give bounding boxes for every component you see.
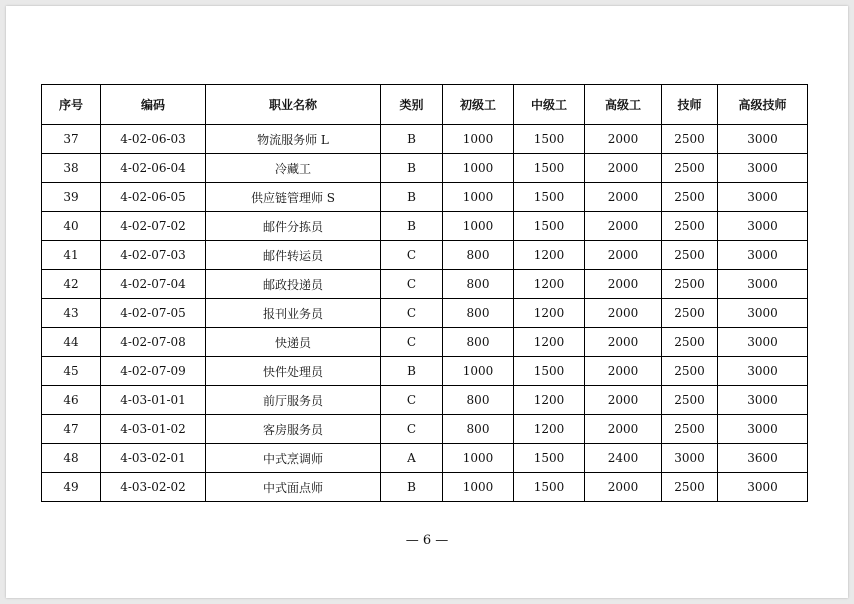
table-cell: B <box>381 473 443 502</box>
table-cell: C <box>381 386 443 415</box>
table-cell: C <box>381 270 443 299</box>
table-cell: 2500 <box>662 183 718 212</box>
table-cell: 邮件分拣员 <box>206 212 381 241</box>
table-cell: 1500 <box>514 183 585 212</box>
table-cell: 49 <box>42 473 101 502</box>
column-header: 编码 <box>101 85 206 125</box>
table-cell: 中式面点师 <box>206 473 381 502</box>
table-cell: C <box>381 299 443 328</box>
table-cell: 3000 <box>718 183 808 212</box>
table-cell: 1000 <box>443 357 514 386</box>
table-body <box>42 125 808 502</box>
table-cell: 2500 <box>662 415 718 444</box>
table-cell: 48 <box>42 444 101 473</box>
table-cell: 1200 <box>514 386 585 415</box>
table-cell: 2500 <box>662 270 718 299</box>
table-cell: B <box>381 357 443 386</box>
table-cell: 3600 <box>718 444 808 473</box>
table-cell: 1500 <box>514 212 585 241</box>
table-cell: 3000 <box>718 154 808 183</box>
table-cell: 2000 <box>585 241 662 270</box>
table-cell: 1000 <box>443 183 514 212</box>
table-cell: 800 <box>443 241 514 270</box>
table-cell: C <box>381 415 443 444</box>
table-cell: 1500 <box>514 125 585 154</box>
table-cell: 4-02-07-04 <box>101 270 206 299</box>
table-cell: 4-03-01-02 <box>101 415 206 444</box>
table-cell: 1200 <box>514 270 585 299</box>
table-cell: 2000 <box>585 212 662 241</box>
table-cell: 客房服务员 <box>206 415 381 444</box>
table-cell: 2500 <box>662 125 718 154</box>
table-cell: 40 <box>42 212 101 241</box>
table-row <box>42 270 808 299</box>
table-cell: 41 <box>42 241 101 270</box>
table-cell: 2000 <box>585 473 662 502</box>
table-cell: 45 <box>42 357 101 386</box>
table-header-row <box>42 85 808 125</box>
table-row <box>42 154 808 183</box>
table-cell: 4-02-07-05 <box>101 299 206 328</box>
table-row <box>42 328 808 357</box>
table-row <box>42 357 808 386</box>
table-cell: 1000 <box>443 154 514 183</box>
table-cell: 3000 <box>718 415 808 444</box>
table-cell: 2000 <box>585 357 662 386</box>
table-cell: 43 <box>42 299 101 328</box>
table-row <box>42 212 808 241</box>
table-cell: 1500 <box>514 444 585 473</box>
table-cell: 2000 <box>585 299 662 328</box>
table-cell: 2000 <box>585 328 662 357</box>
table-cell: B <box>381 125 443 154</box>
table-cell: 800 <box>443 386 514 415</box>
table-cell: 4-02-07-02 <box>101 212 206 241</box>
table-cell: 1200 <box>514 241 585 270</box>
column-header: 技师 <box>662 85 718 125</box>
table-cell: 3000 <box>718 357 808 386</box>
table-cell: 800 <box>443 299 514 328</box>
table-cell: 4-02-07-03 <box>101 241 206 270</box>
table-cell: 报刊业务员 <box>206 299 381 328</box>
column-header: 高级技师 <box>718 85 808 125</box>
table-cell: 3000 <box>718 386 808 415</box>
table-cell: B <box>381 212 443 241</box>
table-cell: 2000 <box>585 125 662 154</box>
table-cell: 1200 <box>514 328 585 357</box>
table-cell: 37 <box>42 125 101 154</box>
table-cell: C <box>381 328 443 357</box>
table-header <box>42 85 808 125</box>
table-row <box>42 241 808 270</box>
table-cell: 冷藏工 <box>206 154 381 183</box>
table-cell: 38 <box>42 154 101 183</box>
table-cell: 3000 <box>718 241 808 270</box>
table-cell: 2000 <box>585 415 662 444</box>
column-header: 中级工 <box>514 85 585 125</box>
table-cell: 800 <box>443 328 514 357</box>
table-cell: 1000 <box>443 473 514 502</box>
table-cell: 2500 <box>662 299 718 328</box>
table-cell: 2500 <box>662 212 718 241</box>
table-cell: 3000 <box>718 270 808 299</box>
table-cell: 1000 <box>443 444 514 473</box>
table-cell: 4-02-07-08 <box>101 328 206 357</box>
table-cell: 4-02-07-09 <box>101 357 206 386</box>
table-cell: 3000 <box>718 473 808 502</box>
table-row <box>42 444 808 473</box>
table-cell: 1500 <box>514 154 585 183</box>
table-cell: 2500 <box>662 154 718 183</box>
table-cell: 47 <box>42 415 101 444</box>
table-cell: 4-03-02-01 <box>101 444 206 473</box>
table-cell: 邮件转运员 <box>206 241 381 270</box>
table-cell: 2000 <box>585 183 662 212</box>
table-cell: 1000 <box>443 125 514 154</box>
table-cell: 4-03-01-01 <box>101 386 206 415</box>
table-cell: 1500 <box>514 357 585 386</box>
table-cell: 44 <box>42 328 101 357</box>
table-cell: 物流服务师 L <box>206 125 381 154</box>
table-cell: 2000 <box>585 154 662 183</box>
table-cell: 1200 <box>514 415 585 444</box>
table-cell: A <box>381 444 443 473</box>
table-cell: 39 <box>42 183 101 212</box>
table-cell: B <box>381 154 443 183</box>
table-cell: 3000 <box>662 444 718 473</box>
table-cell: 2500 <box>662 386 718 415</box>
table-cell: 3000 <box>718 212 808 241</box>
table-cell: 800 <box>443 415 514 444</box>
table-cell: 1200 <box>514 299 585 328</box>
table-cell: 2500 <box>662 328 718 357</box>
table-cell: 4-02-06-04 <box>101 154 206 183</box>
table-cell: 3000 <box>718 299 808 328</box>
table-cell: 快递员 <box>206 328 381 357</box>
column-header: 类别 <box>381 85 443 125</box>
table-cell: 2500 <box>662 241 718 270</box>
table-cell: 4-02-06-03 <box>101 125 206 154</box>
table-row <box>42 386 808 415</box>
table-cell: 2000 <box>585 270 662 299</box>
table-cell: C <box>381 241 443 270</box>
table-row <box>42 299 808 328</box>
table-row <box>42 183 808 212</box>
table-cell: 3000 <box>718 125 808 154</box>
table-cell: 2500 <box>662 357 718 386</box>
table-cell: 2400 <box>585 444 662 473</box>
column-header: 职业名称 <box>206 85 381 125</box>
table-cell: 4-02-06-05 <box>101 183 206 212</box>
table-cell: B <box>381 183 443 212</box>
table-cell: 供应链管理师 S <box>206 183 381 212</box>
table-cell: 800 <box>443 270 514 299</box>
table-cell: 4-03-02-02 <box>101 473 206 502</box>
column-header: 初级工 <box>443 85 514 125</box>
table-cell: 3000 <box>718 328 808 357</box>
table-cell: 1500 <box>514 473 585 502</box>
table-row <box>42 125 808 154</box>
table-cell: 1000 <box>443 212 514 241</box>
occupation-subsidy-table <box>41 84 808 502</box>
table-cell: 2500 <box>662 473 718 502</box>
table-cell: 中式烹调师 <box>206 444 381 473</box>
column-header: 序号 <box>42 85 101 125</box>
table-row <box>42 415 808 444</box>
table-cell: 前厅服务员 <box>206 386 381 415</box>
document-page <box>6 6 848 598</box>
table-cell: 2000 <box>585 386 662 415</box>
table-row <box>42 473 808 502</box>
table-cell: 快件处理员 <box>206 357 381 386</box>
page-number: — 6 — <box>405 533 449 548</box>
table-cell: 邮政投递员 <box>206 270 381 299</box>
table-cell: 42 <box>42 270 101 299</box>
column-header: 高级工 <box>585 85 662 125</box>
table-cell: 46 <box>42 386 101 415</box>
